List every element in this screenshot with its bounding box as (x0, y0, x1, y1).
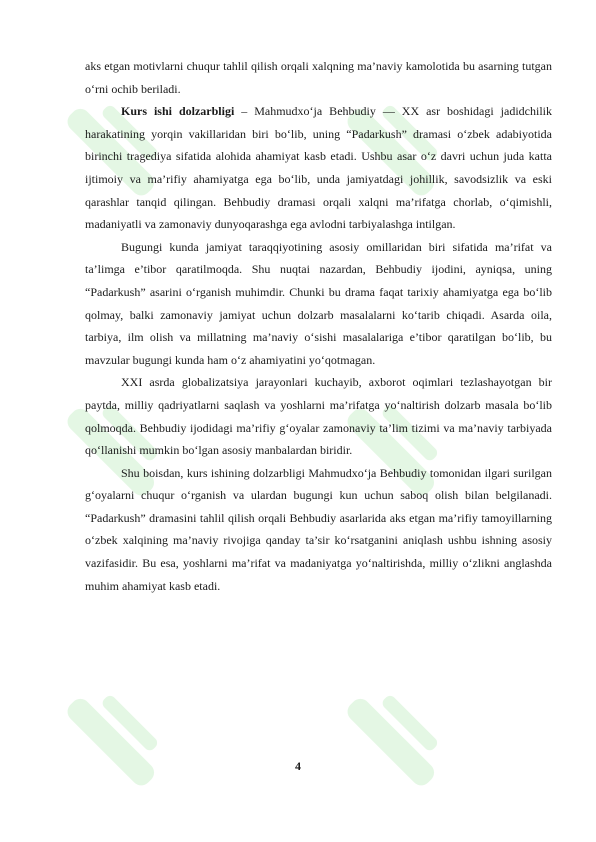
paragraph-globalization (85, 371, 552, 461)
paragraph-heading-bold: Kurs ishi dolzarbligi (121, 104, 235, 119)
paragraph-text: XXI asrda globalizatsiya jarayonlari kuchayib, axborot oqimlari tezlashayotgan bir paytda, milliy qadriyatlarni saqlash va yoshlarni ma’rifatga yo‘naltirish dolzarb masala bo‘lib qolmoqda. Behbudiy ijodidagi ma’rifiy g‘oyalar zamonaviy ta’lim tizimi va ma’naviy tarbiyada qo‘llanishi mumkin bo‘lgan asosiy manbalardan biridir. (85, 375, 552, 458)
paragraph-text: Bugungi kunda jamiyat taraqqiyotining asosiy omillaridan biri sifatida ma’rifat va ta’limga e’tibor qaratilmoqda. Shu nuqtai nazardan, Behbudiy ijodini, ayniqsa, uning “Padarkush” asarini o‘rganish muhimdir. Chunki bu drama faqat tarixiy ahamiyatga ega bo‘lib qolmay, balki zamonaviy jamiyat uchun dolzarb masalalarni ko‘tarib chiqadi. Asarda oila, tarbiya, ilm olish va millatning ma’naviy o‘sishi masalalariga e’tibor qaratilgan bo‘lib, bu mavzular bugungi kunda ham o‘z ahamiyatini yo‘qotmagan. (85, 239, 552, 367)
paragraph-text: aks etgan motivlarni chuqur tahlil qilish orqali xalqning ma’naviy kamolotida bu asarning tutgan o‘rni ochib beriladi. (85, 59, 552, 96)
paragraph-relevance (85, 100, 552, 236)
paragraph-conclusion (85, 462, 552, 598)
paragraph-enlightenment (85, 236, 552, 372)
watermark-band (100, 693, 159, 752)
page-number: 4 (295, 759, 301, 773)
paragraph-intro-continuation (85, 55, 552, 100)
document-body (85, 55, 552, 597)
watermark-band (380, 693, 439, 752)
paragraph-text: Shu boisdan, kurs ishining dolzarbligi Mahmudxo‘ja Behbudiy tomonidan ilgari surilgan g‘oyalarni chuqur o‘rganish va ulardan bugungi kun uchun saboq olish bilan belgilanadi. “Padarkush” dramasini tahlil qilish orqali Behbudiy asarlarida aks etgan ma’rifiy tamoyillarning o‘zbek xalqining ma’naviy rivojiga qanday ta’sir ko‘rsatganini aniqlash ushbu ishning asosiy vazifasidir. Bu esa, yoshlarni ma’rifat va madaniyatga yo‘naltirishda, milliy o‘zlikni anglashda muhim ahamiyat kasb etadi. (85, 465, 552, 593)
watermark-band (343, 695, 438, 790)
paragraph-text: – Mahmudxo‘ja Behbudiy — XX asr boshidagi jadidchilik harakatining yorqin vakillaridan biri bo‘lib, uning “Padarkush” dramasi o‘zbek adabiyotida birinchi tragediya sifatida alohida ahamiyat kasb etadi. Ushbu asar o‘z davri uchun juda katta ijtimoiy va ma’rifiy ahamiyatga ega bo‘lib, unda jamiyatdagi johillik, savodsizlik va eski qarashlar tanqid qilingan. Behbudiy dramasi orqali xalqni ma’rifatga chorlab, o‘qimishli, madaniyatli va zamonaviy dunyoqarashga ega avlodni tarbiyalashga intilgan. (85, 104, 552, 232)
watermark-band (63, 695, 158, 790)
